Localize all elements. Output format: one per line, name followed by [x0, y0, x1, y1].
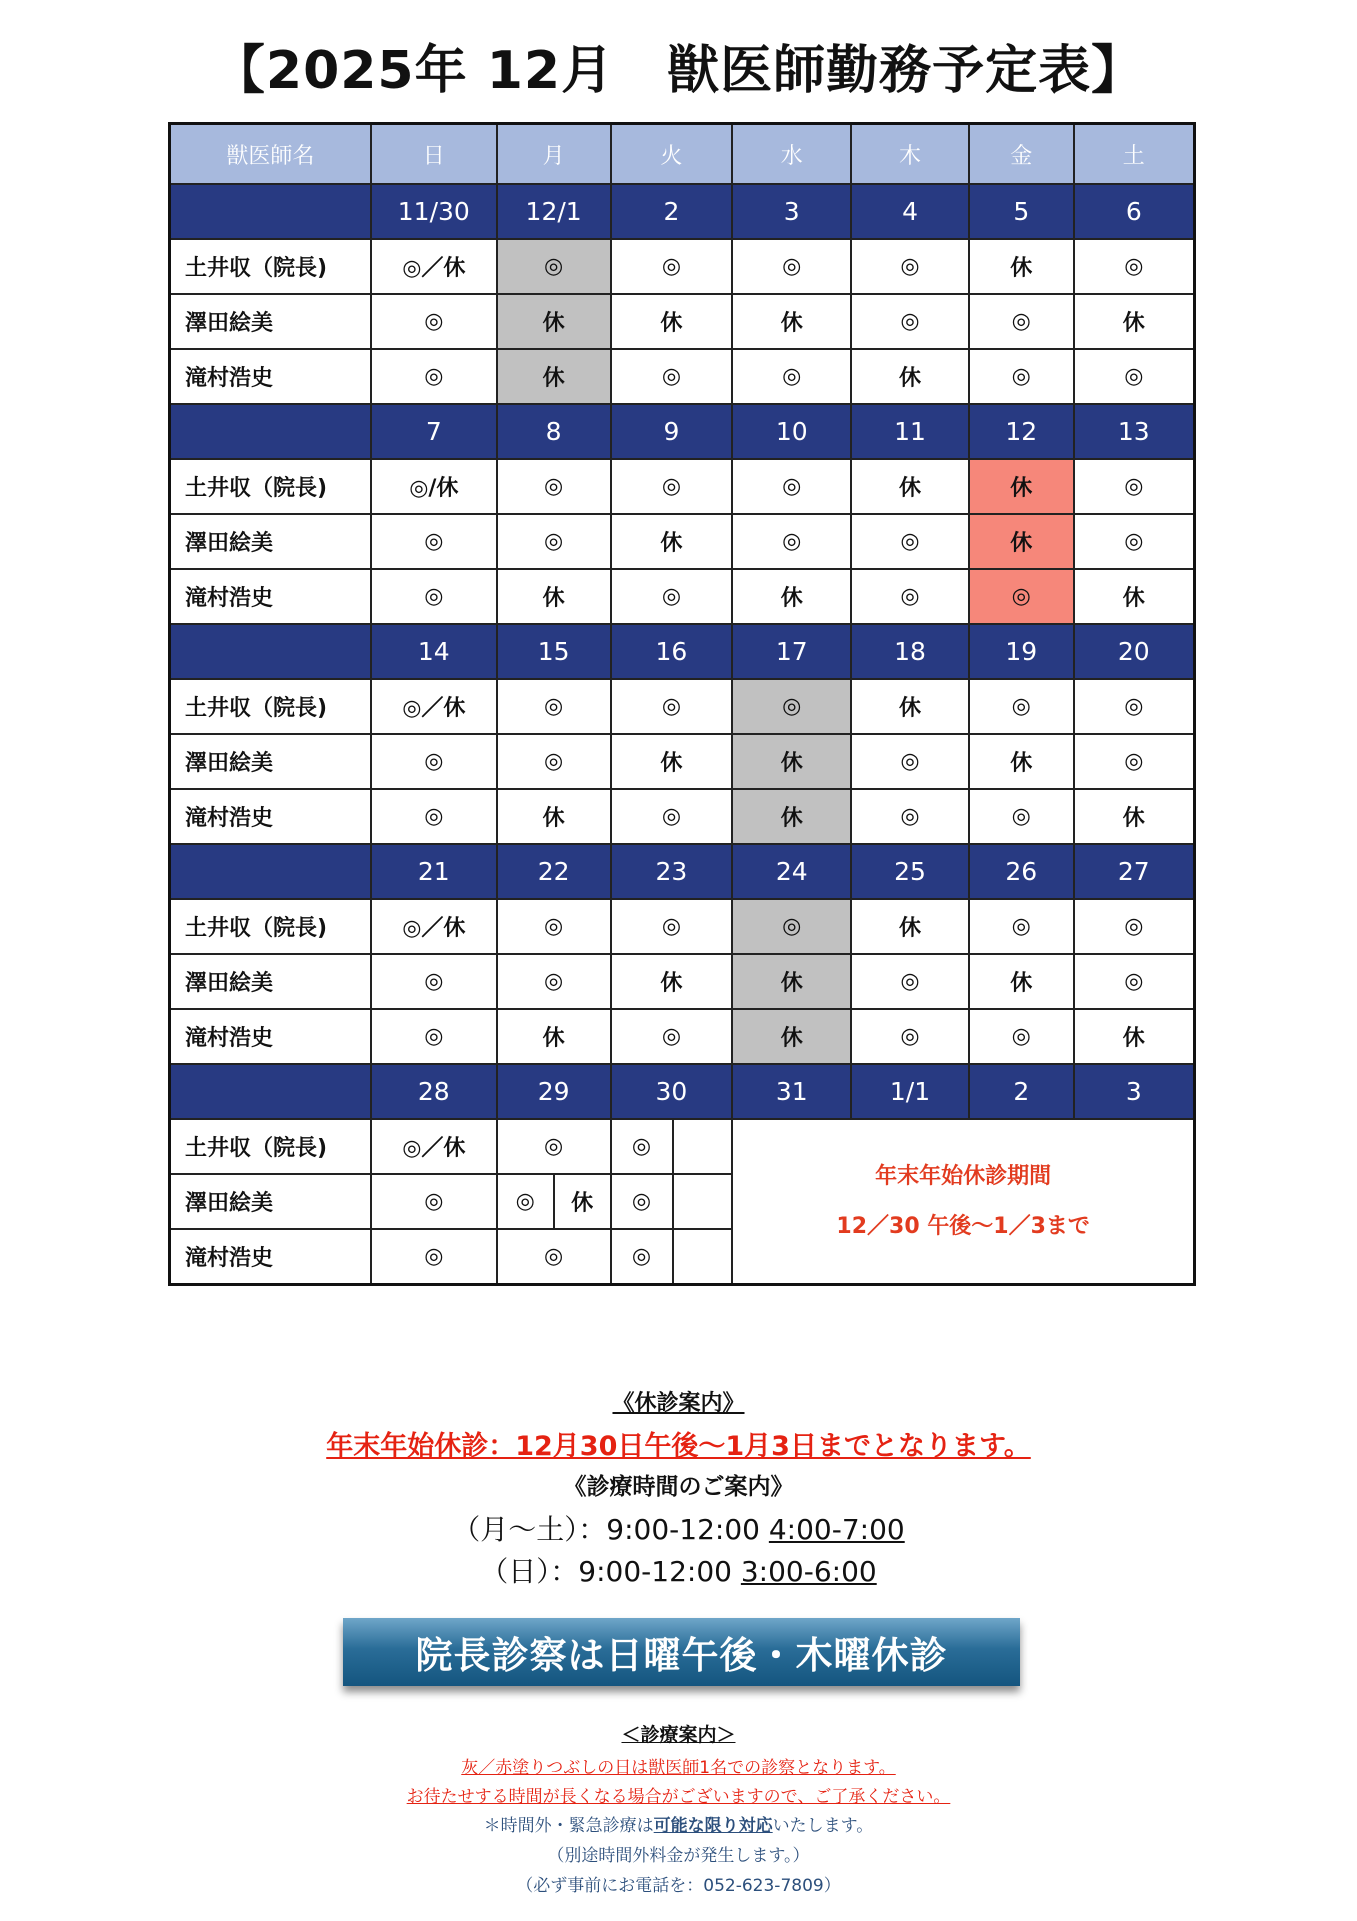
date-cell: 17 — [732, 624, 851, 679]
date-cell: 14 — [371, 624, 497, 679]
shift-cell: 休 — [851, 349, 969, 404]
date-row — [170, 1064, 1195, 1119]
date-cell: 6 — [1074, 184, 1195, 239]
header-sat: 土 — [1074, 124, 1195, 185]
shift-cell: ◎ — [1074, 459, 1195, 514]
shift-cell: ◎ — [851, 789, 969, 844]
shift-cell: ◎ — [371, 734, 497, 789]
shift-cell: ◎ — [371, 1229, 497, 1285]
date-cell: 23 — [611, 844, 733, 899]
shift-cell: 休 — [497, 349, 611, 404]
header-mon: 月 — [497, 124, 611, 185]
shift-cell: ◎ — [611, 789, 733, 844]
shift-cell: 休 — [851, 679, 969, 734]
shift-cell: 休 — [969, 954, 1074, 1009]
year-end-notice — [732, 1119, 1194, 1285]
weekday-header-row — [170, 124, 1195, 185]
shift-cell: ◎ — [371, 349, 497, 404]
shift-cell: ◎ — [851, 569, 969, 624]
vet-name: 土井収（院長) — [170, 1119, 371, 1174]
shift-cell: ◎ — [1074, 514, 1195, 569]
vet-row — [170, 734, 1195, 789]
shift-cell: ◎ — [611, 239, 733, 294]
date-cell: 24 — [732, 844, 851, 899]
vet-row — [170, 294, 1195, 349]
shift-cell: ◎ — [732, 459, 851, 514]
shift-cell: ◎ — [969, 294, 1074, 349]
vet-name: 澤田絵美 — [170, 954, 371, 1009]
guide-line-2: お待たせする時間が長くなる場合がございますので、ご了承ください。 — [406, 1787, 951, 1807]
shift-cell: ◎ — [851, 294, 969, 349]
date-cell: 20 — [1074, 624, 1195, 679]
shift-cell: 休 — [732, 294, 851, 349]
shift-cell: ◎ — [1074, 734, 1195, 789]
date-cell: 18 — [851, 624, 969, 679]
shift-cell: 休 — [497, 569, 611, 624]
date-cell: 21 — [371, 844, 497, 899]
date-cell: 9 — [611, 404, 733, 459]
shift-cell: 休 — [497, 789, 611, 844]
hours-sunday-am: 9:00-12:00 — [578, 1555, 732, 1588]
shift-cell — [611, 1229, 733, 1285]
shift-cell: ◎ — [851, 239, 969, 294]
shift-cell: 休 — [1074, 789, 1195, 844]
date-row-spacer — [170, 404, 371, 459]
shift-cell: 休 — [732, 734, 851, 789]
header-tue: 火 — [611, 124, 733, 185]
date-cell: 15 — [497, 624, 611, 679]
vet-row — [170, 954, 1195, 1009]
shift-cell: ◎ — [497, 679, 611, 734]
date-cell: 12 — [969, 404, 1074, 459]
date-cell: 1/1 — [851, 1064, 969, 1119]
shift-cell-am: ◎ — [612, 1120, 674, 1173]
shift-cell: 休 — [969, 734, 1074, 789]
schedule-table — [168, 122, 1196, 1286]
date-row-spacer — [170, 184, 371, 239]
guide-line-1: 灰／赤塗りつぶしの日は獣医師1名での診察となります。 — [461, 1758, 896, 1778]
shift-cell: ◎ — [732, 239, 851, 294]
shift-cell — [611, 1119, 733, 1174]
header-sun: 日 — [371, 124, 497, 185]
date-cell: 2 — [969, 1064, 1074, 1119]
date-row — [170, 404, 1195, 459]
shift-cell: ◎ — [371, 1174, 497, 1229]
shift-cell-am: ◎ — [612, 1175, 674, 1228]
shift-cell: ◎ — [497, 239, 611, 294]
shift-cell: 休 — [969, 514, 1074, 569]
shift-cell: ◎ — [497, 459, 611, 514]
notice-line-1: 年末年始休診期間 — [875, 1163, 1052, 1189]
date-cell: 22 — [497, 844, 611, 899]
shift-cell: 休 — [732, 569, 851, 624]
shift-cell: ◎／休 — [371, 679, 497, 734]
shift-cell: ◎ — [611, 679, 733, 734]
director-notice-banner: 院長診察は日曜午後・木曜休診 — [343, 1618, 1020, 1686]
date-cell: 30 — [611, 1064, 733, 1119]
date-cell: 25 — [851, 844, 969, 899]
shift-cell: 休 — [969, 239, 1074, 294]
notice-line-2: 12／30 午後〜1／3まで — [836, 1213, 1090, 1239]
shift-cell: 休 — [1074, 294, 1195, 349]
vet-row — [170, 349, 1195, 404]
shift-cell: ◎ — [851, 514, 969, 569]
date-row-spacer — [170, 1064, 371, 1119]
shift-cell: ◎ — [732, 679, 851, 734]
vet-name: 澤田絵美 — [170, 734, 371, 789]
vet-name: 滝村浩史 — [170, 1229, 371, 1285]
shift-cell-am: ◎ — [515, 1189, 535, 1214]
shift-cell: ◎ — [1074, 954, 1195, 1009]
guide-heading: ＜診療案内＞ — [621, 1724, 736, 1746]
date-cell: 13 — [1074, 404, 1195, 459]
date-cell: 29 — [497, 1064, 611, 1119]
vet-row — [170, 239, 1195, 294]
shift-cell: ◎ — [611, 459, 733, 514]
guide-line-3 — [0, 1811, 1357, 1836]
vet-name: 滝村浩史 — [170, 349, 371, 404]
date-cell: 5 — [969, 184, 1074, 239]
shift-cell: ◎／休 — [371, 1119, 497, 1174]
shift-cell: ◎ — [611, 1009, 733, 1064]
shift-cell: 休 — [611, 294, 733, 349]
date-cell: 19 — [969, 624, 1074, 679]
shift-cell-split — [497, 1174, 611, 1229]
vet-name: 土井収（院長) — [170, 899, 371, 954]
guide-line-3c: いたします。 — [772, 1816, 874, 1836]
shift-cell: ◎ — [1074, 899, 1195, 954]
date-cell: 31 — [732, 1064, 851, 1119]
shift-cell: ◎ — [851, 1009, 969, 1064]
date-row — [170, 624, 1195, 679]
shift-cell: ◎ — [732, 349, 851, 404]
hours-heading: 《診療時間のご案内》 — [563, 1474, 794, 1500]
date-cell: 11 — [851, 404, 969, 459]
closure-heading: 《休診案内》 — [612, 1391, 745, 1416]
shift-cell: 休 — [732, 954, 851, 1009]
shift-cell: ◎ — [497, 514, 611, 569]
shift-cell: ◎ — [497, 899, 611, 954]
header-thu: 木 — [851, 124, 969, 185]
shift-cell: 休 — [611, 954, 733, 1009]
date-row-spacer — [170, 624, 371, 679]
shift-cell — [611, 1174, 733, 1229]
shift-cell: ◎ — [969, 569, 1074, 624]
vet-row — [170, 1009, 1195, 1064]
date-cell: 26 — [969, 844, 1074, 899]
shift-cell: ◎ — [371, 789, 497, 844]
date-cell: 3 — [732, 184, 851, 239]
shift-cell: ◎ — [969, 899, 1074, 954]
vet-row — [170, 569, 1195, 624]
date-cell: 12/1 — [497, 184, 611, 239]
shift-cell: 休 — [497, 1009, 611, 1064]
shift-cell: ◎ — [371, 294, 497, 349]
shift-cell-pm: 休 — [553, 1175, 610, 1228]
header-vet-name: 獣医師名 — [170, 124, 371, 185]
shift-cell: ◎ — [497, 1119, 611, 1174]
shift-cell: 休 — [732, 1009, 851, 1064]
vet-name: 澤田絵美 — [170, 514, 371, 569]
date-cell: 16 — [611, 624, 733, 679]
shift-cell: 休 — [969, 459, 1074, 514]
hours-weekday-label: （月〜土）： — [452, 1513, 607, 1546]
vet-name: 土井収（院長) — [170, 679, 371, 734]
shift-cell: ◎ — [371, 1009, 497, 1064]
shift-cell: ◎ — [1074, 239, 1195, 294]
shift-cell: ◎ — [497, 734, 611, 789]
date-cell: 3 — [1074, 1064, 1195, 1119]
shift-cell: ◎／休 — [371, 899, 497, 954]
date-cell: 2 — [611, 184, 733, 239]
page-title: 【2025年 12月 獣医師勤務予定表】 — [212, 41, 1145, 101]
date-cell: 28 — [371, 1064, 497, 1119]
shift-cell: ◎ — [371, 569, 497, 624]
shift-cell-am: ◎ — [612, 1230, 674, 1283]
header-fri: 金 — [969, 124, 1074, 185]
shift-cell: ◎ — [611, 349, 733, 404]
header-wed: 水 — [732, 124, 851, 185]
shift-cell: ◎ — [969, 1009, 1074, 1064]
shift-cell: ◎ — [969, 679, 1074, 734]
vet-name: 滝村浩史 — [170, 569, 371, 624]
shift-cell: ◎ — [732, 514, 851, 569]
hours-sunday-pm: 3:00-6:00 — [740, 1555, 877, 1588]
vet-row — [170, 1119, 1195, 1174]
date-cell: 4 — [851, 184, 969, 239]
vet-name: 滝村浩史 — [170, 1009, 371, 1064]
shift-cell: ◎ — [497, 1229, 611, 1285]
date-row-spacer — [170, 844, 371, 899]
shift-cell: ◎ — [969, 789, 1074, 844]
shift-cell: ◎ — [1074, 679, 1195, 734]
vet-name: 土井収（院長) — [170, 459, 371, 514]
date-cell: 11/30 — [371, 184, 497, 239]
shift-cell: 休 — [851, 459, 969, 514]
vet-name: 滝村浩史 — [170, 789, 371, 844]
shift-cell: ◎ — [732, 899, 851, 954]
shift-cell: 休 — [1074, 1009, 1195, 1064]
date-row — [170, 844, 1195, 899]
date-row — [170, 184, 1195, 239]
date-cell: 7 — [371, 404, 497, 459]
shift-cell: ◎ — [497, 954, 611, 1009]
shift-cell: ◎/休 — [371, 459, 497, 514]
shift-cell: ◎ — [851, 734, 969, 789]
vet-row — [170, 789, 1195, 844]
vet-row — [170, 514, 1195, 569]
guide-line-3b: 可能な限り対応 — [653, 1816, 773, 1836]
shift-cell: ◎／休 — [371, 239, 497, 294]
date-cell: 8 — [497, 404, 611, 459]
guide-line-5: （必ず事前にお電話を：052-623-7809） — [516, 1876, 841, 1896]
vet-name: 土井収（院長) — [170, 239, 371, 294]
shift-cell: 休 — [732, 789, 851, 844]
vet-row — [170, 899, 1195, 954]
shift-cell: ◎ — [1074, 349, 1195, 404]
shift-cell: 休 — [611, 514, 733, 569]
vet-name: 澤田絵美 — [170, 1174, 371, 1229]
shift-cell: ◎ — [611, 569, 733, 624]
guide-line-4: （別途時間外料金が発生します。） — [547, 1846, 810, 1866]
closure-text: 年末年始休診：12月30日午後〜1月3日までとなります。 — [326, 1431, 1031, 1462]
hours-weekday — [0, 1508, 1357, 1548]
date-cell: 27 — [1074, 844, 1195, 899]
vet-row — [170, 459, 1195, 514]
shift-cell: 休 — [497, 294, 611, 349]
date-cell: 10 — [732, 404, 851, 459]
hours-sunday-label: （日）： — [480, 1555, 579, 1588]
vet-name: 澤田絵美 — [170, 294, 371, 349]
shift-cell: 休 — [851, 899, 969, 954]
shift-cell: 休 — [611, 734, 733, 789]
shift-cell: ◎ — [611, 899, 733, 954]
hours-weekday-am: 9:00-12:00 — [606, 1513, 760, 1546]
shift-cell: ◎ — [371, 514, 497, 569]
shift-cell: 休 — [1074, 569, 1195, 624]
shift-cell: ◎ — [969, 349, 1074, 404]
vet-row — [170, 679, 1195, 734]
shift-cell: ◎ — [851, 954, 969, 1009]
guide-line-3a: ＊時間外・緊急診療は — [483, 1816, 654, 1836]
hours-sunday — [0, 1550, 1357, 1590]
shift-cell: ◎ — [371, 954, 497, 1009]
hours-weekday-pm: 4:00-7:00 — [768, 1513, 905, 1546]
